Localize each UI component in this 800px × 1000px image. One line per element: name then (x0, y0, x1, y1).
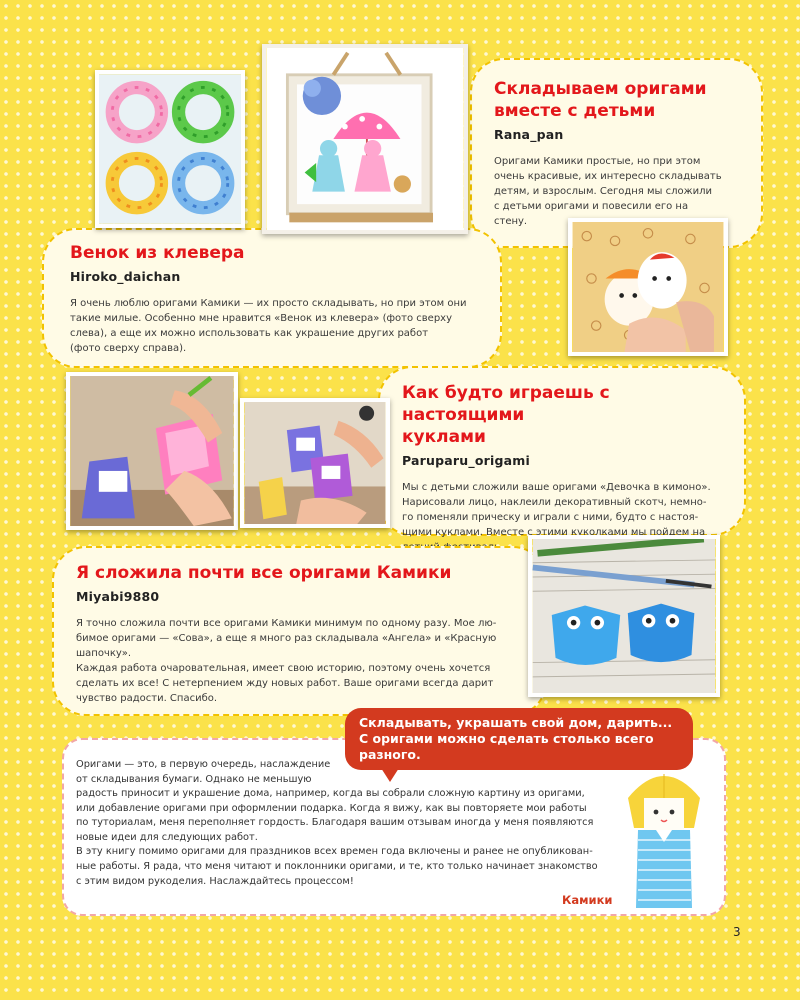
entry-title (494, 78, 743, 122)
entry-bubble-paruparu-origami (378, 366, 746, 536)
closing-text-main: радость приносит и украшение дома, например, когда вы собрали сложную картину из оригами, или добавление оригами при оформлении подарка. Когда я вижу, как вы повторяете мои работы по туториалам, меня переполняет гордость. Благодаря вашим отзывам иногда у меня появляются новые идеи для следующих работ. В эту книгу помимо оригами для праздников всех времен года включены и ранее не опубликован- ные работы. Я рада, что меня читают и поклонники оригами, и те, кто только начинает знакомство с этим видом рукоделия. Наслаждайтесь процессом! (76, 788, 598, 887)
entry-bubble-hiroko-daichan (42, 228, 502, 368)
entry-author: Miyabi9880 (76, 589, 160, 604)
photo-kimono-doll-making (66, 372, 238, 530)
entry-bubble-miyabi9880 (52, 546, 547, 716)
callout-line: разного. (359, 747, 421, 762)
entry-author: Hiroko_daichan (70, 269, 181, 284)
photo-owls-book (528, 535, 720, 697)
callout-banner (345, 708, 693, 770)
photo-clover-wreaths (95, 70, 245, 228)
closing-text-intro: Оригами — это, в первую очередь, наслаждение от складывания бумаги. Однако не меньшую (76, 759, 331, 785)
entry-title-line: Как будто играешь с настоящими (402, 383, 610, 425)
entry-title: Я сложила почти все оригами Камики (76, 563, 452, 583)
entry-author: Paruparu_origami (402, 453, 530, 468)
ghost-origami-image (572, 222, 724, 352)
kimono-dolls-table-image (244, 402, 386, 524)
photo-kimono-dolls-table (240, 398, 390, 528)
clover-wreaths-image (99, 74, 241, 224)
signature: Камики (562, 893, 613, 907)
callout-line: Складывать, украшать свой дом, дарить... (359, 715, 673, 730)
entry-text: Оригами Камики простые, но при этом очень красивые, их интересно складывать детям, и взрослым. Сегодня мы сложили с детьми оригами и повесили его на стену. (494, 156, 722, 227)
photo-ghost-origami (568, 218, 728, 356)
entry-text: Я точно сложила почти все оригами Камики минимум по одному разу. Мое лю- бимое оригами — «Сова», а еще я много раз складывала «Ангела» и «Красную шапочку». Каждая работа очаровательная, имеет свою историю, поэтому очень хочется сделать их все! С нетерпением жду новых работ. Ваше оригами всегда дарит чувство радости. Спасибо. (76, 618, 497, 704)
kimono-doll-making-image (70, 376, 234, 526)
page-number: 3 (733, 925, 741, 939)
entry-title-line: вместе с детьми (494, 101, 656, 121)
entry-title-line: куклами (402, 427, 486, 447)
entry-text: Я очень люблю оригами Камики — их просто складывать, но при этом они такие милые. Особенно мне нравится «Венок из клевера» (фото сверху слева), а еще их можно использовать как украшение других работ (фото сверху справа). (70, 298, 467, 354)
entry-title-line: Складываем оригами (494, 79, 707, 99)
entry-text: Мы с детьми сложили ваше оригами «Девочка в кимоно». Нарисовали лицо, наклеили декоративный скотч, немно- го поменяли прическу и играли с ними, будто с настоя- щими куклами. Вместе с этими куколками мы пойдем на (402, 482, 711, 538)
entry-author: Rana_pan (494, 127, 564, 142)
framed-origami-image (266, 48, 464, 230)
entry-title: Венок из клевера (70, 243, 245, 263)
entry-title (402, 382, 730, 448)
owls-book-image (532, 539, 716, 693)
doll-figure (622, 768, 706, 910)
callout-line: С оригами можно сделать столько всего (359, 731, 654, 746)
kamiki-doll-illustration (622, 768, 706, 910)
photo-framed-origami (262, 44, 468, 234)
